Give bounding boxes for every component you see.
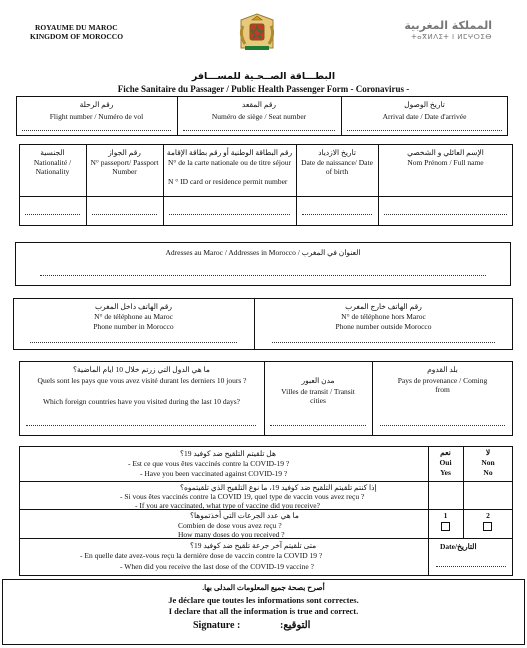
header-kingdom-en: KINGDOM OF MOROCCO bbox=[30, 32, 124, 41]
address-label-ar: العنوان في المغرب bbox=[301, 248, 361, 257]
seat-number-label: Numéro de siège / Seat number bbox=[211, 112, 307, 121]
address-label bbox=[15, 248, 511, 257]
vaccine-type-question-ar: إذا كنتم تلقيتم التلقيح ضد كوفيد 19، ما نوع التلقيح الذي تلقيتموه؟ bbox=[180, 483, 377, 492]
visited-countries-label-ar: ما هي الدول التي زرتم خلال 10 ايام الماضية؟ bbox=[73, 365, 210, 374]
yes-label-ar: نعم bbox=[440, 448, 451, 457]
visited-countries-label-en: Which foreign countries have you visited during the last 10 days? bbox=[42, 397, 241, 406]
last-dose-question-fr: - En quelle date avez-vous reçu la dernière dose de vaccin contre la COVID 19 ? bbox=[80, 551, 323, 560]
header-kingdom-fr: ROYAUME DU MAROC bbox=[35, 23, 118, 32]
form-title: Fiche Sanitaire du Passager / Public Health Passenger Form - Coronavirus - bbox=[117, 84, 410, 94]
address-label-text: Adresses au Maroc / Addresses in Morocco / bbox=[165, 248, 300, 257]
id-card-label-fr: N° de la carte nationale ou de titre séjour bbox=[168, 158, 291, 167]
id-card-label-en: N ° ID card or residence permit number bbox=[168, 177, 288, 186]
vaccinated-question-fr: - Est ce que vous êtes vaccinés contre la COVID-19 ? bbox=[128, 459, 290, 468]
full-name-label: Nom Prénom / Full name bbox=[407, 158, 484, 167]
form-title-ar: البطـــاقة الصــحـية للمســـافر bbox=[191, 71, 336, 82]
dose-count-question-en: How many doses do you received ? bbox=[178, 530, 285, 539]
signature-label: Signature : bbox=[193, 620, 241, 631]
arrival-date-label-ar: تاريخ الوصول bbox=[404, 100, 445, 109]
yes-label-en: Yes bbox=[440, 468, 451, 477]
full-name-label-ar: الإسم العائلي و الشخصي bbox=[407, 148, 484, 157]
id-card-field[interactable] bbox=[169, 214, 290, 215]
vaccinated-question-ar: هل تلقيتم التلقيح ضد كوفيد 19؟ bbox=[180, 449, 276, 458]
coat-of-arms-icon bbox=[235, 10, 279, 54]
passport-label-ar: رقم الجواز bbox=[108, 148, 141, 157]
vaccine-type-question-en: - If you are vaccinated, what type of vaccine did you receive? bbox=[135, 501, 320, 510]
vaccinated-question-en: - Have you been vaccinated against COVID-19 ? bbox=[140, 469, 288, 478]
date-label-text: Date/ bbox=[440, 542, 458, 551]
phone-abroad-label-fr: N° de téléphone hors Maroc bbox=[341, 312, 426, 321]
no-label-ar: لا bbox=[485, 448, 491, 457]
yes-label-fr: Oui bbox=[439, 458, 452, 467]
birth-date-label: Date de naissance/ Date of birth bbox=[301, 158, 373, 176]
declaration-en: I declare that all the information is true and correct. bbox=[168, 606, 359, 616]
dose-count-question-ar: ما هي عدد الجرعات التي أخذتموها؟ bbox=[190, 511, 299, 520]
declaration-fr: Je déclare que toutes les informations sont correctes. bbox=[168, 595, 359, 605]
origin-country-label: Pays de provenance / Coming from bbox=[397, 376, 488, 394]
origin-country-field[interactable] bbox=[380, 425, 505, 426]
no-label-fr: Non bbox=[481, 458, 495, 467]
vaccine-type-question-fr: - Si vous êtes vaccinés contre la COVID 19, quel type de vaccin vous avez reçu ? bbox=[120, 492, 365, 501]
dose-count-question-fr: Combien de dose vous avez reçu ? bbox=[178, 521, 282, 530]
arrival-date-field[interactable] bbox=[347, 130, 502, 131]
phone-abroad-field[interactable] bbox=[272, 342, 495, 343]
seat-number-label-ar: رقم المقعد bbox=[241, 100, 277, 109]
last-dose-date-field[interactable] bbox=[436, 566, 506, 567]
transit-cities-label-ar: مدن العبور bbox=[301, 376, 335, 385]
phone-abroad-label-ar: رقم الهاتف خارج المغرب bbox=[345, 302, 422, 311]
date-label bbox=[440, 542, 477, 551]
phone-morocco-label-fr: N° de téléphone au Maroc bbox=[94, 312, 173, 321]
last-dose-question-ar: متى تلقيتم آخر جرعة تلقيح ضد كوفيد 19؟ bbox=[190, 541, 317, 550]
transit-cities-field[interactable] bbox=[270, 425, 366, 426]
signature-field[interactable] bbox=[250, 618, 278, 632]
birth-date-label-ar: تاريخ الازدياد bbox=[318, 148, 356, 157]
flight-number-field[interactable] bbox=[22, 130, 171, 131]
nationality-label: Nationalité / Nationality bbox=[33, 158, 72, 176]
no-label-en: No bbox=[483, 468, 493, 477]
flight-number-label: Flight number / Numéro de vol bbox=[49, 112, 144, 121]
transit-cities-label: Villes de transit / Transit cities bbox=[281, 387, 355, 405]
nationality-field[interactable] bbox=[25, 214, 80, 215]
dose-1-label: 1 bbox=[443, 511, 448, 520]
visited-countries-field[interactable] bbox=[26, 425, 256, 426]
phone-morocco-label-en: Phone number in Morocco bbox=[93, 322, 174, 331]
declaration-ar: أصرح بصحة جميع المعلومات المدلى بها. bbox=[202, 583, 325, 592]
id-card-label-ar: رقم البطاقة الوطنية أو رقم بطاقة الإقامة bbox=[166, 148, 293, 157]
phone-abroad-label-en: Phone number outside Morocco bbox=[335, 322, 432, 331]
dose-2-label: 2 bbox=[486, 511, 490, 520]
birth-date-field[interactable] bbox=[302, 214, 372, 215]
passport-label: N° passeport/ Passport Number bbox=[90, 158, 159, 176]
phone-morocco-field[interactable] bbox=[30, 342, 237, 343]
arrival-date-label: Arrival date / Date d'arrivée bbox=[382, 112, 467, 121]
dose-2-checkbox[interactable] bbox=[483, 522, 492, 531]
dose-1-checkbox[interactable] bbox=[441, 522, 450, 531]
header-kingdom-ar: المملكة المغربية bbox=[404, 19, 492, 32]
origin-country-label-ar: بلد القدوم bbox=[427, 365, 458, 374]
address-field[interactable] bbox=[40, 275, 486, 276]
phone-morocco-label-ar: رقم الهاتف داخل المغرب bbox=[94, 302, 173, 311]
nationality-label-ar: الجنسية bbox=[40, 148, 65, 157]
seat-number-field[interactable] bbox=[183, 130, 335, 131]
header-kingdom-tifinagh: ⵜⴰⴳⵍⴷⵉⵜ ⵏ ⵍⵎⵖⵔⵉⴱ bbox=[411, 33, 492, 41]
passport-field[interactable] bbox=[92, 214, 157, 215]
date-label-ar: التاريخ bbox=[457, 542, 477, 551]
signature-label-ar: التوقيع: bbox=[280, 620, 311, 631]
full-name-field[interactable] bbox=[384, 214, 507, 215]
last-dose-question-en: - When did you receive the last dose of the COVID-19 vaccine ? bbox=[120, 562, 314, 571]
flight-number-label-ar: رقم الرحلة bbox=[79, 100, 114, 109]
visited-countries-label-fr: Quels sont les pays que vous avez visité durant les derniers 10 jours ? bbox=[37, 376, 247, 385]
